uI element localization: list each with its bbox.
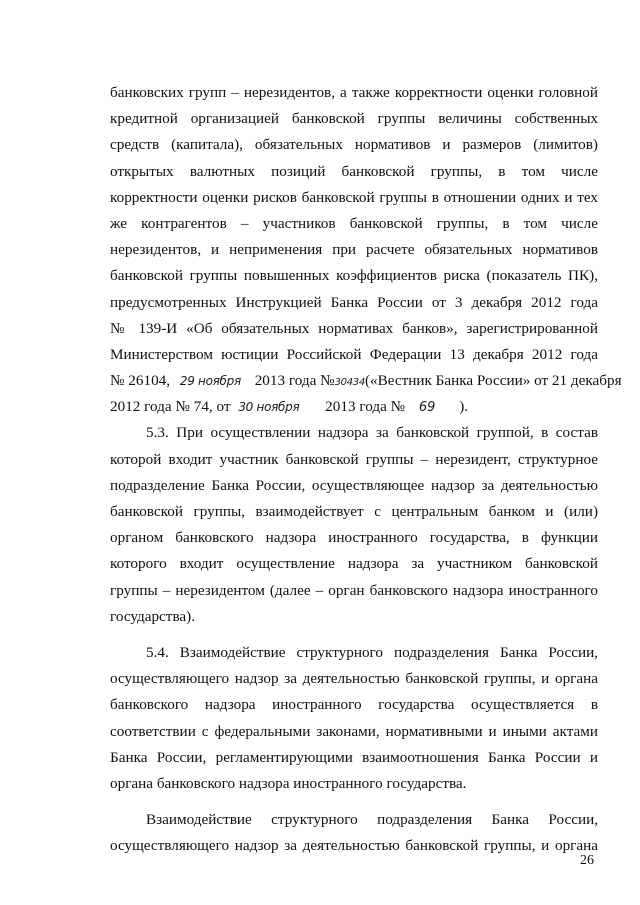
handwritten-date: 30 ноября [238, 400, 300, 415]
text-line: 5.4. Взаимодействие структурного подразделения Банка России, [146, 643, 598, 661]
text-fragment: 2013 года № [325, 398, 406, 416]
paragraph-5-4 [110, 640, 598, 797]
text-line: корректности оценки рисков банковской группы в отношении одних и тех [110, 188, 598, 206]
handwritten-date: 29 ноября [179, 374, 241, 389]
registration-number: № 26104, [110, 372, 171, 390]
page-number: 26 [580, 853, 594, 868]
text-line-with-handwriting [110, 368, 622, 394]
paragraph-1 [110, 80, 622, 420]
text-line: соответствии с федеральными законами, нормативными и иными актами [110, 722, 598, 740]
text-line: органа банковского надзора иностранного государства. [110, 774, 467, 792]
text-line: осуществляющего надзор за деятельностью банковской группы, и органа [110, 670, 598, 688]
text-line: № 139-И «Об обязательных нормативах банков», зарегистрированной [110, 319, 598, 337]
text-line: банковской группы повышенных коэффициентов риска (показатель ПК), [110, 267, 598, 285]
text-line: кредитной организацией банковской группы величины собственных [110, 110, 598, 128]
text-line: банковских групп – нерезидентов, а также корректности оценки головной [110, 84, 598, 101]
handwritten-number: 69 [418, 400, 436, 416]
text-line: Взаимодействие структурного подразделения Банка России, [146, 811, 598, 829]
text-line: органом банковского надзора иностранного государства, в функции [110, 529, 598, 547]
text-fragment: 2012 года № 74, от [110, 398, 231, 416]
text-line-with-handwriting [110, 394, 598, 420]
text-line: банковской группы, взаимодействует с центральным банком и (или) [110, 503, 598, 520]
text-line: предусмотренных Инструкцией Банка России от 3 декабря 2012 года [110, 293, 598, 311]
text-fragment: («Вестник Банка России» от 21 декабря [364, 372, 622, 390]
text-line: осуществляющего надзор за деятельностью банковской группы, и органа [110, 837, 598, 855]
body-text [110, 80, 622, 859]
text-line: же контрагентов – участников банковской группы, в том числе [110, 214, 598, 232]
text-line: средств (капитала), обязательных нормативов и размеров (лимитов) [110, 136, 598, 154]
text-line: государства). [110, 607, 196, 625]
text-line: подразделение Банка России, осуществляющее надзор за деятельностью [110, 476, 598, 494]
text-line: которой входит участник банковской группы – нерезидент, структурное [110, 450, 598, 468]
text-line: 5.3. При осуществлении надзора за банковской группой, в состав [146, 424, 598, 442]
paragraph-gap [110, 797, 598, 807]
text-line: банковского надзора иностранного государства осуществляется в [110, 696, 598, 714]
text-line: открытых валютных позиций банковской группы, в том числе [110, 162, 598, 180]
handwritten-number: 30434 [334, 377, 365, 389]
text-line: группы – нерезидентом (далее – орган банковского надзора иностранного [110, 581, 598, 599]
text-fragment: 2013 года № [254, 372, 335, 390]
text-fragment: ). [459, 398, 469, 416]
paragraph-5-3 [110, 420, 598, 630]
paragraph-interaction [110, 807, 598, 859]
text-line: нерезидентов, и неприменения при расчете обязательных нормативов [110, 241, 598, 259]
text-line: которого входит осуществление надзора за участником банковской [110, 555, 598, 573]
paragraph-gap [110, 630, 598, 640]
text-line: Банка России, регламентирующими взаимоотношения Банка России и [110, 748, 598, 766]
text-line: Министерством юстиции Российской Федерации 13 декабря 2012 года [110, 345, 598, 363]
